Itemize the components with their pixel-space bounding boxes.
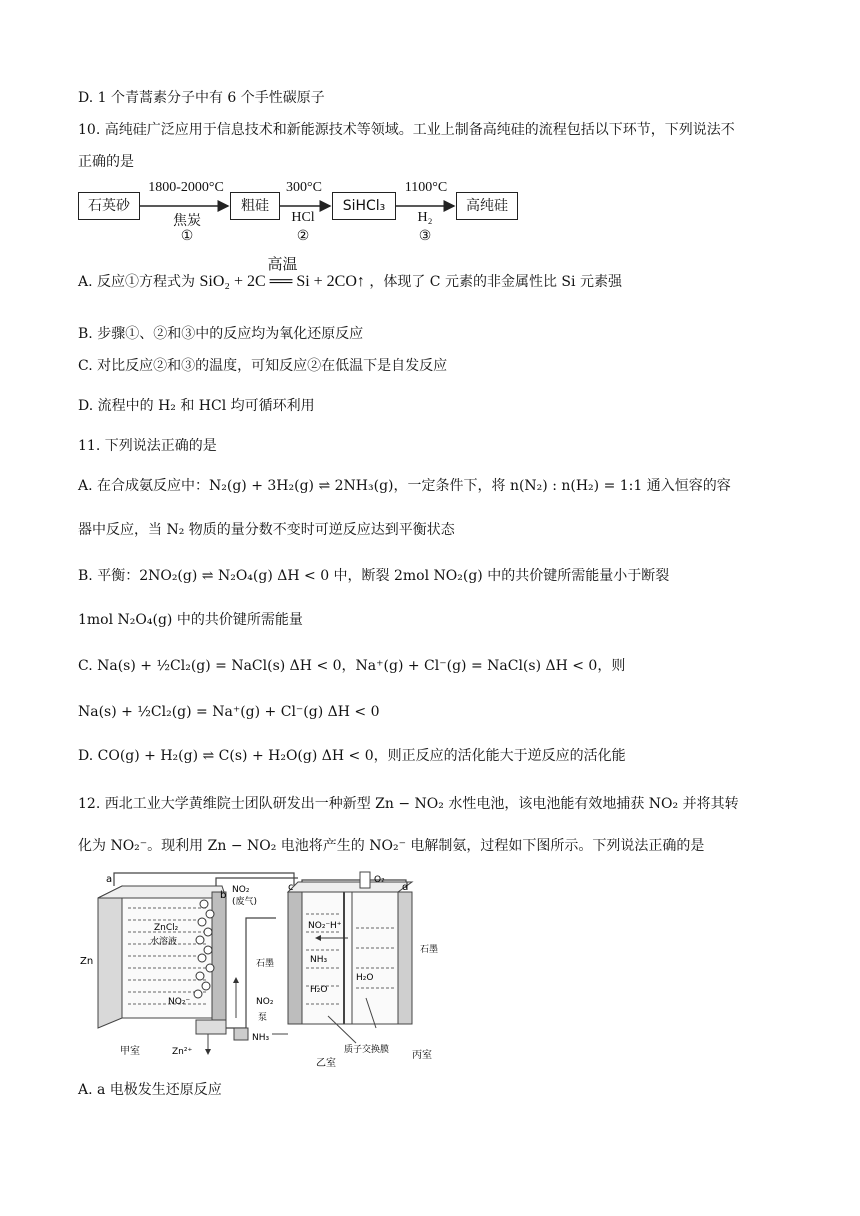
q10-option-d: D. 流程中的 H₂ 和 HCl 均可循环利用 bbox=[78, 398, 315, 414]
label-no2-pump: NO₂ bbox=[256, 997, 274, 1007]
label-h2o-1: H₂O bbox=[310, 985, 328, 995]
q10-option-c: C. 对比反应②和③的温度，可知反应②在低温下是自发反应 bbox=[78, 358, 448, 374]
flow-reagent-2: HCl bbox=[291, 210, 315, 225]
q10-flow-chart bbox=[78, 182, 538, 252]
label-a: a bbox=[106, 874, 113, 885]
q11-option-b-line1: B. 平衡：2NO₂(g) ⇌ N₂O₄(g) ΔH < 0 中，断裂 2mol NO₂(g) 中的共价键所需能量小于断裂 bbox=[78, 568, 670, 584]
flow-step-3: ③ bbox=[418, 229, 432, 244]
q12-stem-line1: 12. 西北工业大学黄维院士团队研发出一种新型 Zn − NO₂ 水性电池，该电池能有效地捕获 NO₂ 并将其转 bbox=[78, 796, 739, 812]
flow-reagent-3: H₂ bbox=[417, 210, 433, 225]
flow-box-quartz: 石英砂 bbox=[78, 192, 140, 220]
label-proton-membrane: 质子交换膜 bbox=[344, 1045, 390, 1055]
label-chamber-jia: 甲室 bbox=[120, 1046, 140, 1057]
flow-step-2: ② bbox=[296, 229, 310, 244]
label-b: b bbox=[220, 890, 227, 901]
q12-stem-line2: 化为 NO₂⁻。现利用 Zn − NO₂ 电池将产生的 NO₂⁻ 电解制氨，过程如下图所示。下列说法正确的是 bbox=[78, 838, 705, 854]
label-c: c bbox=[288, 882, 294, 893]
label-nh3-right: NH₃ bbox=[310, 955, 328, 965]
label-o2: O₂ bbox=[374, 875, 385, 885]
q10-a-equation: SiO₂ + 2C ══ Si + 2CO↑ bbox=[199, 273, 365, 290]
q12-cell-diagram bbox=[76, 868, 446, 1068]
label-graphite-right: 石墨 bbox=[420, 945, 439, 955]
flow-step-1: ① bbox=[180, 229, 194, 244]
q10-option-a bbox=[78, 255, 622, 292]
label-h2o-2: H₂O bbox=[356, 973, 374, 983]
flow-reagent-1: 焦炭 bbox=[173, 213, 201, 229]
label-d: d bbox=[402, 882, 409, 893]
flow-cond-1: 1800-2000°C bbox=[148, 180, 224, 195]
q10-stem-line1: 10. 高纯硅广泛应用于信息技术和新能源技术等领域。工业上制备高纯硅的流程包括以下环节，下列说法不 bbox=[78, 122, 735, 138]
q10-option-b: B. 步骤①、②和③中的反应均为氧化还原反应 bbox=[78, 326, 364, 342]
q11-option-c-line2: Na(s) + ½Cl₂(g) = Na⁺(g) + Cl⁻(g) ΔH < 0 bbox=[78, 704, 380, 720]
label-waste-gas: (废气) bbox=[232, 897, 258, 907]
q11-option-c-line1: C. Na(s) + ½Cl₂(g) = NaCl(s) ΔH < 0，Na⁺(g) + Cl⁻(g) = NaCl(s) ΔH < 0，则 bbox=[78, 658, 626, 674]
q10-a-prefix: A. 反应①方程式为 bbox=[78, 274, 196, 290]
q11-option-a-line1: A. 在合成氨反应中：N₂(g) + 3H₂(g) ⇌ 2NH₃(g)，一定条件下，将 n(N₂) : n(H₂) = 1:1 通入恒容的容 bbox=[78, 478, 731, 494]
q9-option-d: D. 1 个青蒿素分子中有 6 个手性碳原子 bbox=[78, 90, 325, 106]
q11-option-b-line2: 1mol N₂O₄(g) 中的共价键所需能量 bbox=[78, 612, 303, 628]
label-hplus: H⁺ bbox=[330, 921, 342, 931]
label-no2-waste: NO₂ bbox=[232, 885, 250, 895]
q10-a-suffix: ，体现了 C 元素的非金属性比 Si 元素强 bbox=[369, 274, 622, 290]
q11-option-a-line2: 器中反应，当 N₂ 物质的量分数不变时可逆反应达到平衡状态 bbox=[78, 522, 455, 538]
label-nh3-out: NH₃ bbox=[252, 1033, 270, 1043]
label-no2-minus-left: NO₂⁻ bbox=[168, 997, 191, 1007]
q11-option-d: D. CO(g) + H₂(g) ⇌ C(s) + H₂O(g) ΔH < 0，则正反应的活化能大于逆反应的活化能 bbox=[78, 748, 626, 764]
flow-cond-2: 300°C bbox=[286, 180, 322, 195]
label-zn2plus: Zn²⁺ bbox=[172, 1047, 193, 1057]
label-zncl2: ZnCl₂ bbox=[154, 923, 179, 933]
q10-a-condition: 高温 bbox=[267, 255, 298, 273]
label-pump: 泵 bbox=[258, 1013, 268, 1023]
q10-stem-line2: 正确的是 bbox=[78, 154, 134, 170]
label-graphite-left: 石墨 bbox=[256, 959, 275, 969]
q12-option-a: A. a 电极发生还原反应 bbox=[78, 1082, 222, 1098]
q11-stem: 11. 下列说法正确的是 bbox=[78, 438, 217, 454]
flow-box-pure-si: 高纯硅 bbox=[456, 192, 518, 220]
flow-box-crude-si: 粗硅 bbox=[230, 192, 280, 220]
flow-box-sihcl3: SiHCl₃ bbox=[332, 192, 396, 220]
label-chamber-yi: 乙室 bbox=[316, 1058, 336, 1068]
label-zn: Zn bbox=[80, 956, 94, 967]
label-chamber-bing: 丙室 bbox=[412, 1050, 432, 1061]
flow-cond-3: 1100°C bbox=[404, 180, 448, 195]
label-no2-minus-right: NO₂⁻ bbox=[308, 921, 331, 931]
label-solution: 水溶液 bbox=[150, 937, 178, 947]
